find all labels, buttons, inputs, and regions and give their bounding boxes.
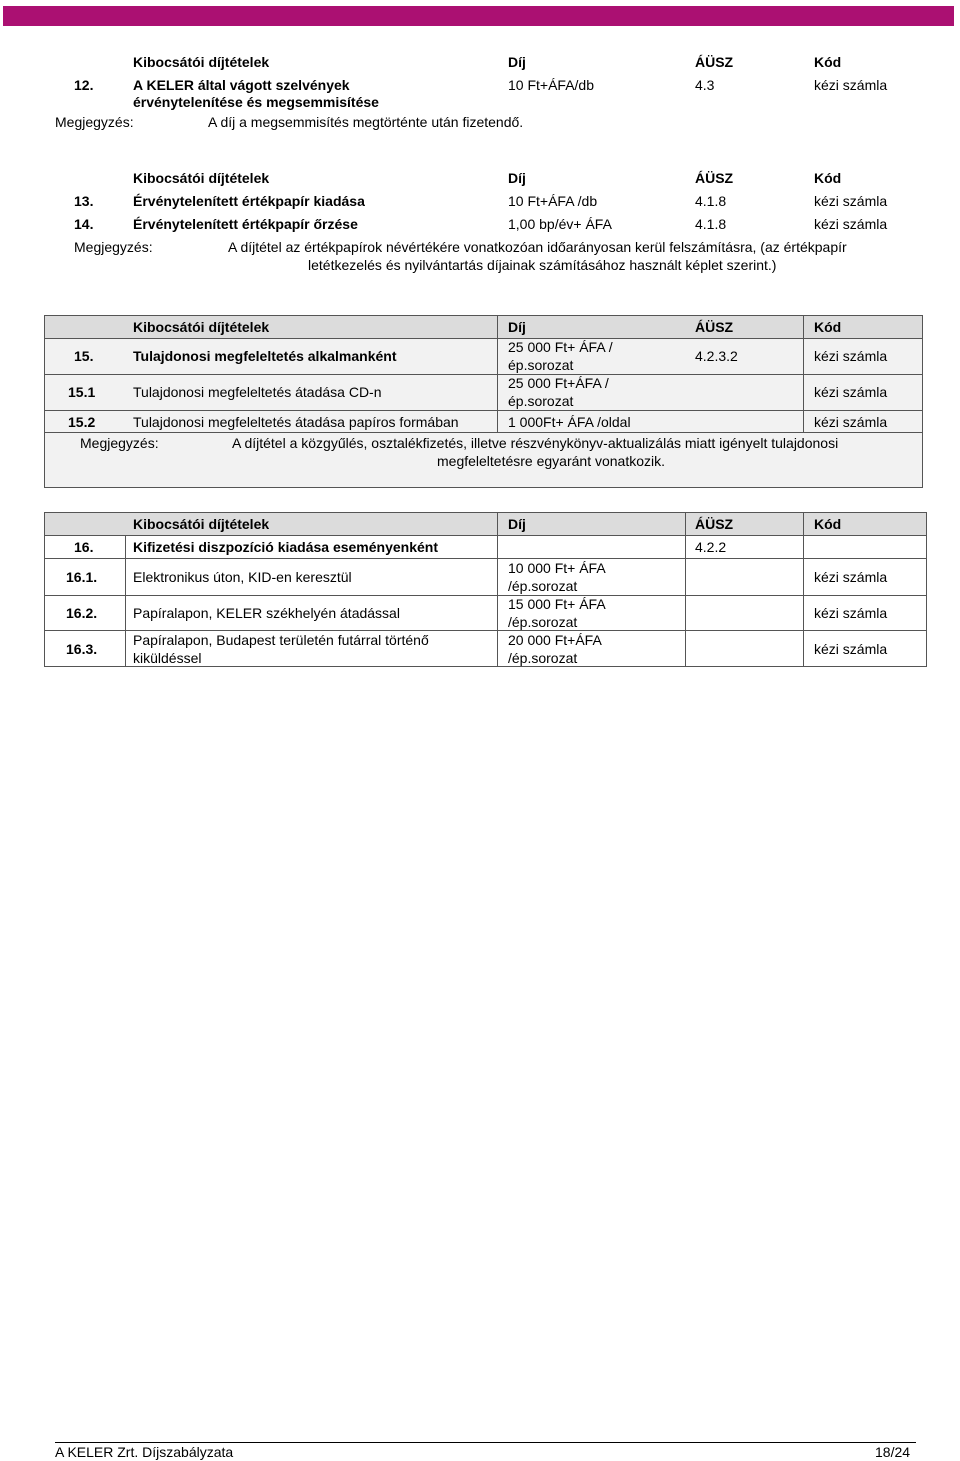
row-name-line1: Papíralapon, Budapest területén futárral történő bbox=[133, 632, 429, 648]
header-item: Kibocsátói díjtételek bbox=[133, 319, 270, 335]
row-fee-line2: /ép.sorozat bbox=[508, 650, 578, 666]
header-ausz: ÁÜSZ bbox=[695, 170, 734, 186]
note-text-line1: A díjtétel az értékpapírok névértékére vonatkozóan időarányosan kerül felszámításra, (az értékpapír bbox=[228, 239, 847, 255]
divider bbox=[45, 410, 922, 411]
grid-line bbox=[44, 535, 927, 536]
header-code: Kód bbox=[814, 170, 842, 186]
row-number: 13. bbox=[74, 193, 94, 209]
row-name: Tulajdonosi megfeleltetés átadása papíros formában bbox=[133, 414, 459, 430]
row-name: Kifizetési diszpozíció kiadása eseményenként bbox=[133, 539, 439, 555]
header-code: Kód bbox=[814, 516, 842, 532]
row-ausz: 4.1.8 bbox=[695, 193, 727, 209]
grid-line bbox=[44, 558, 927, 559]
note-text-line1: A díjtétel a közgyűlés, osztalékfizetés, illetve részvénykönyv-aktualizálás miatt igényelt tulajdonosi bbox=[232, 435, 839, 451]
row-number: 15.2 bbox=[68, 414, 96, 430]
note-label: Megjegyzés: bbox=[80, 435, 159, 451]
row-fee: 1,00 bp/év+ ÁFA bbox=[508, 216, 612, 232]
header-item: Kibocsátói díjtételek bbox=[133, 170, 270, 186]
row-fee-line1: 25 000 Ft+ÁFA / bbox=[508, 375, 609, 391]
grid-line bbox=[44, 512, 45, 667]
divider bbox=[45, 338, 922, 339]
grid-line bbox=[685, 512, 686, 666]
header-code: Kód bbox=[814, 54, 842, 70]
row-code: kézi számla bbox=[814, 77, 888, 93]
row-ausz: 4.1.8 bbox=[695, 216, 727, 232]
column-divider bbox=[803, 316, 804, 432]
header-ausz: ÁÜSZ bbox=[695, 54, 734, 70]
note-text-line2: megfeleltetésre egyaránt vonatkozik. bbox=[437, 453, 666, 469]
divider bbox=[45, 374, 922, 375]
note-label: Megjegyzés: bbox=[55, 114, 134, 130]
grid-line bbox=[803, 512, 804, 666]
row-number: 16.1. bbox=[66, 569, 98, 585]
row-ausz: 4.2.2 bbox=[695, 539, 727, 555]
row-code: kézi számla bbox=[814, 569, 888, 585]
page-number: 18/24 bbox=[875, 1444, 911, 1460]
header-ausz: ÁÜSZ bbox=[695, 516, 734, 532]
row-fee-line1: 10 000 Ft+ ÁFA bbox=[508, 560, 606, 576]
row-number: 16.2. bbox=[66, 605, 98, 621]
grid-line bbox=[125, 535, 126, 666]
header-fee: Díj bbox=[508, 319, 526, 335]
top-color-bar bbox=[3, 6, 954, 26]
row-fee-line2: ép.sorozat bbox=[508, 357, 574, 373]
row-number: 16.3. bbox=[66, 641, 98, 657]
row-code: kézi számla bbox=[814, 384, 888, 400]
row-name: Papíralapon, KELER székhelyén átadással bbox=[133, 605, 400, 621]
row-fee-line1: 15 000 Ft+ ÁFA bbox=[508, 596, 606, 612]
row-code: kézi számla bbox=[814, 348, 888, 364]
row-number: 16. bbox=[74, 539, 94, 555]
row-code: kézi számla bbox=[814, 414, 888, 430]
header-fee: Díj bbox=[508, 54, 526, 70]
row-name-line2: érvénytelenítése és megsemmisítése bbox=[133, 94, 379, 110]
header-code: Kód bbox=[814, 319, 842, 335]
row-name-line2: kiküldéssel bbox=[133, 650, 202, 666]
row-name-line1: A KELER által vágott szelvények bbox=[133, 77, 350, 93]
row-code: kézi számla bbox=[814, 641, 888, 657]
row-name: Tulajdonosi megfeleltetés átadása CD-n bbox=[133, 384, 382, 400]
divider bbox=[45, 432, 922, 433]
row-fee-line2: ép.sorozat bbox=[508, 393, 574, 409]
row-code: kézi számla bbox=[814, 216, 888, 232]
row-code: kézi számla bbox=[814, 193, 888, 209]
row-number: 15.1 bbox=[68, 384, 96, 400]
row-ausz: 4.2.3.2 bbox=[695, 348, 738, 364]
header-ausz: ÁÜSZ bbox=[695, 319, 734, 335]
note-text-line2: letétkezelés és nyilvántartás díjainak számításához használt képlet szerint.) bbox=[308, 257, 777, 273]
header-item: Kibocsátói díjtételek bbox=[133, 516, 270, 532]
row-number: 12. bbox=[74, 77, 94, 93]
row-fee-line1: 20 000 Ft+ÁFA bbox=[508, 632, 602, 648]
row-fee: 1 000Ft+ ÁFA /oldal bbox=[508, 414, 631, 430]
header-fee: Díj bbox=[508, 516, 526, 532]
row-ausz: 4.3 bbox=[695, 77, 715, 93]
footer-title: A KELER Zrt. Díjszabályzata bbox=[55, 1444, 234, 1460]
row-fee-line1: 25 000 Ft+ ÁFA / bbox=[508, 339, 613, 355]
grid-line bbox=[44, 630, 927, 631]
note-label: Megjegyzés: bbox=[74, 239, 153, 255]
row-fee-line2: /ép.sorozat bbox=[508, 578, 578, 594]
row-name: Tulajdonosi megfeleltetés alkalmanként bbox=[133, 348, 397, 364]
row-number: 15. bbox=[74, 348, 94, 364]
row-name: Érvénytelenített értékpapír kiadása bbox=[133, 193, 365, 209]
header-item: Kibocsátói díjtételek bbox=[133, 54, 270, 70]
grid-line bbox=[44, 595, 927, 596]
row-name: Érvénytelenített értékpapír őrzése bbox=[133, 216, 358, 232]
grid-line bbox=[497, 512, 498, 666]
row-fee: 10 Ft+ÁFA /db bbox=[508, 193, 598, 209]
row-code: kézi számla bbox=[814, 605, 888, 621]
row-fee: 10 Ft+ÁFA/db bbox=[508, 77, 594, 93]
grid-line bbox=[926, 512, 927, 667]
grid-line bbox=[44, 512, 927, 513]
column-divider bbox=[497, 316, 498, 432]
footer-rule bbox=[55, 1442, 916, 1443]
row-name: Elektronikus úton, KID-en keresztül bbox=[133, 569, 352, 585]
row-fee-line2: /ép.sorozat bbox=[508, 614, 578, 630]
note-text: A díj a megsemmisítés megtörténte után fizetendő. bbox=[208, 114, 524, 130]
header-fee: Díj bbox=[508, 170, 526, 186]
row-number: 14. bbox=[74, 216, 94, 232]
